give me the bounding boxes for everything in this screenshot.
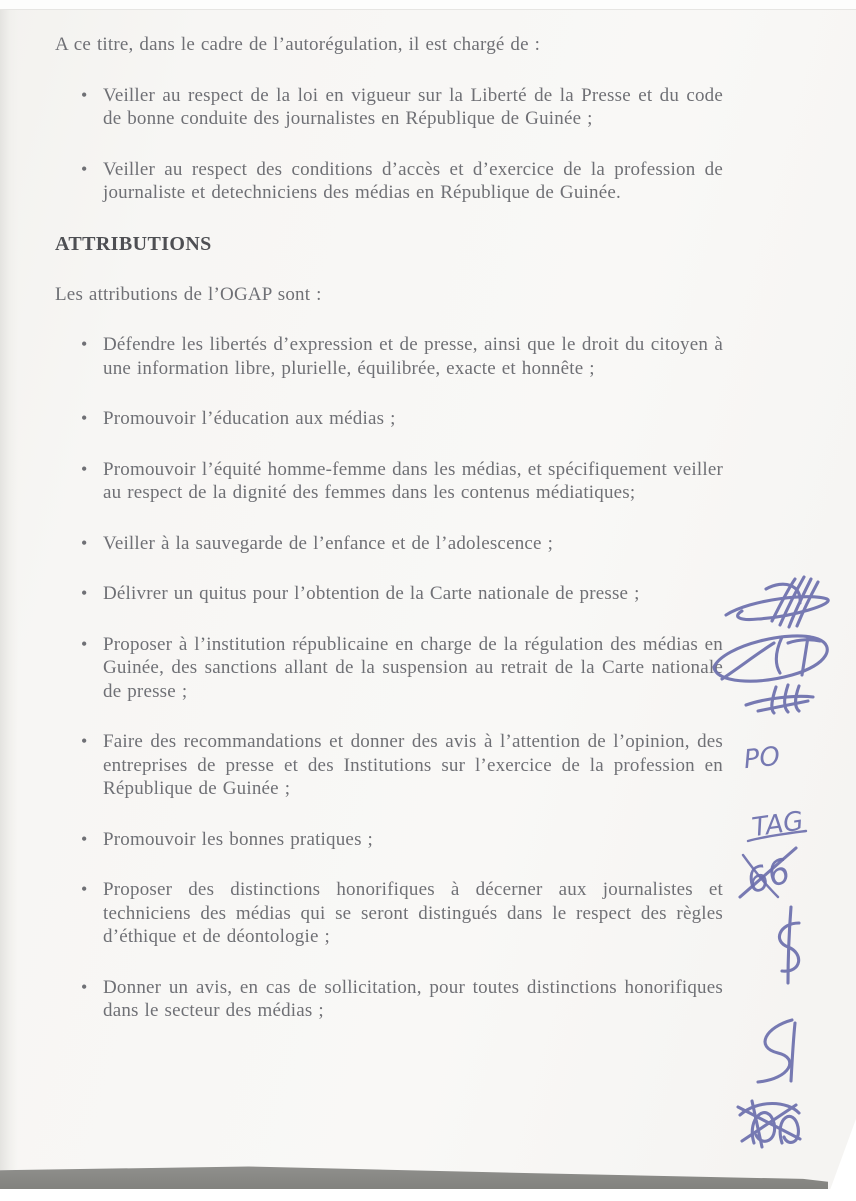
section-heading: ATTRIBUTIONS xyxy=(55,232,212,255)
list-item: • Veiller au respect de la loi en vigueur sur la Liberté de la Presse et du code de bonne conduite des journalistes en République de Guinée ; xyxy=(103,84,723,131)
lead-paragraph: Les attributions de l’OGAP sont : xyxy=(55,283,322,305)
list-item: • Promouvoir les bonnes pratiques ; xyxy=(103,828,723,852)
scribble-bottom-cluster-icon xyxy=(738,1101,800,1147)
list-item: • Promouvoir l’éducation aux médias ; xyxy=(103,407,723,431)
scribble-crossed-word-icon xyxy=(746,685,813,713)
list-item: • Veiller à la sauvegarde de l’enfance et de l’adolescence ; xyxy=(103,532,723,556)
handwritten-mark-66-crossed xyxy=(740,848,796,902)
attributions-list xyxy=(55,333,723,1023)
charge-list xyxy=(55,84,723,205)
list-item: • Défendre les libertés d’expression et de presse, ainsi que le droit du citoyen à une information libre, plurielle, équilibrée, exacte et honnête ; xyxy=(103,333,723,380)
handwritten-margin-annotations xyxy=(696,555,856,1175)
list-item: • Promouvoir l’équité homme-femme dans les médias, et spécifiquement veiller au respect de la dignité des femmes dans les contenus médiatiques; xyxy=(103,458,723,505)
handwritten-mark-po: PO xyxy=(742,741,782,776)
svg-text:TAG: TAG xyxy=(750,806,806,844)
scribble-scratch-icon xyxy=(726,577,828,627)
document-body xyxy=(55,33,723,1050)
scribble-oval-signature-icon xyxy=(714,636,827,681)
list-item: • Faire des recommandations et donner des avis à l’attention de l’opinion, des entreprises de presse et des Institutions sur l’exercice de la profession en République de Guinée ; xyxy=(103,730,723,801)
list-item: • Veiller au respect des conditions d’accès et d’exercice de la profession de journaliste et detechniciens des médias en République de Guinée. xyxy=(103,158,723,205)
svg-text:66: 66 xyxy=(741,850,796,903)
scribble-s-stroke-icon xyxy=(758,1020,795,1082)
list-item: • Proposer des distinctions honorifiques à décerner aux journalistes et techniciens des médias qui se seront distingués dans le respect des règles d’éthique et de déontologie ; xyxy=(103,878,723,949)
scan-top-edge xyxy=(0,0,856,10)
scan-left-edge-shadow xyxy=(0,10,18,1170)
scribble-dollar-stroke-icon xyxy=(779,907,799,983)
list-item: • Délivrer un quitus pour l’obtention de la Carte nationale de presse ; xyxy=(103,582,723,606)
list-item: • Proposer à l’institution républicaine en charge de la régulation des médias en Guinée, des sanctions allant de la suspension au retrait de la Carte nationale de presse ; xyxy=(103,633,723,704)
handwritten-mark-tag xyxy=(748,806,806,843)
intro-paragraph: A ce titre, dans le cadre de l’autorégulation, il est chargé de : xyxy=(55,34,541,55)
list-item: • Donner un avis, en cas de sollicitation, pour toutes distinctions honorifiques dans le secteur des médias ; xyxy=(103,976,723,1023)
